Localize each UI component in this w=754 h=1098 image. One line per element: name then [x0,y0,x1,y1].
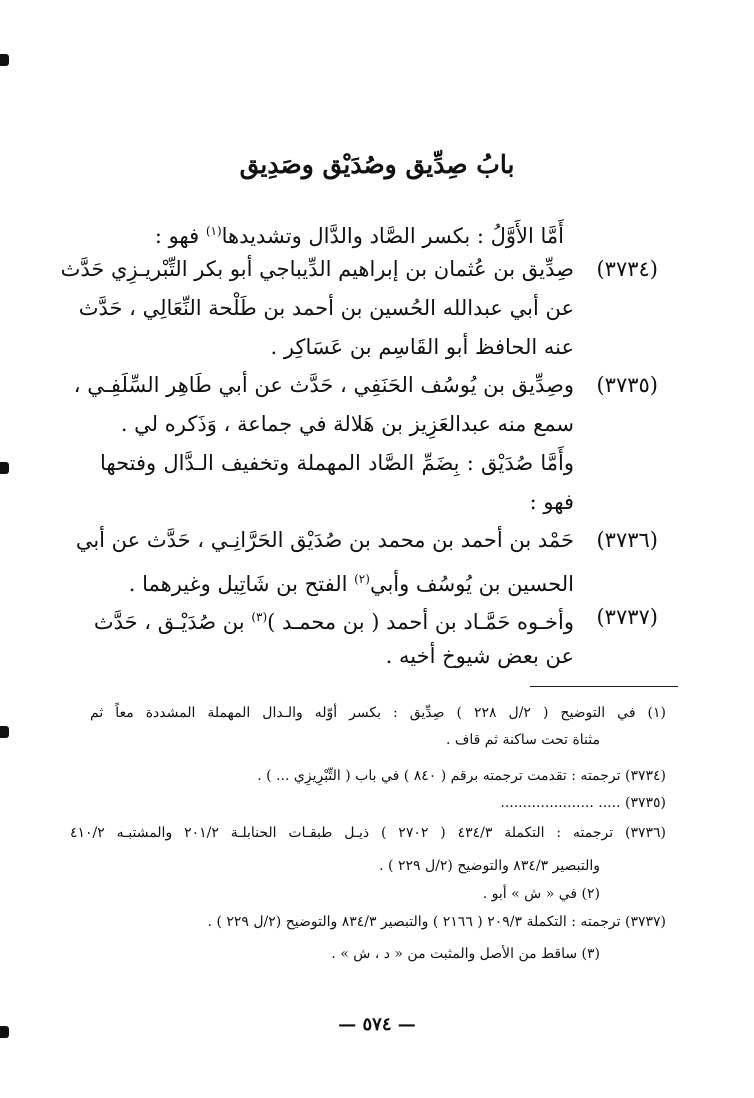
entry-line: عنه الحافظ أبو القَاسِم بن عَسَاكِر . [270,335,574,359]
footnote: (١) في التوضيح ( ٢/ل ٢٢٨ ) صِدِّيق : بكسر أوّله والـدال المهملة المشددة معاً ثم [90,705,666,721]
entry-line: عن بعض شيوخ أخيه . [385,644,574,668]
footnote: (٢) في « ش » أبو . [482,886,600,902]
footnote: (٣٧٣٤) ترجمته : تقدمت ترجمته برقم ( ٨٤٠ ) في باب ( التِّبْرِيزِي ... ) . [257,768,666,784]
entry-text: الحسين بن يُوسُف وأبي [369,572,574,596]
footnote: والتبصير ٨٣٤/٣ والتوضيح (٢/ل ٢٢٩ ) . [379,858,600,874]
section-line: فهو : [529,490,574,514]
footnote-ref: (٣) [251,610,268,624]
footnote: (٣٧٣٦) ترجمته : التكملة ٤٣٤/٣ ( ٢٧٠٢ ) ذيـل طبقـات الحنابلـة ٢٠١/٢ والمشتبـه ٤١٠/٢ [70,825,666,841]
entry-number: (٣٧٣٧) [596,605,658,629]
entry-number: (٣٧٣٤) [596,257,658,281]
page-title: بابُ صِدِّيق وصُدَيْق وصَدِيق [239,150,515,179]
entry-line: وصِدِّيق بن يُوسُف الحَنَفِي ، حَدَّث عن أبي طَاهِر السِّلَفِـي ، [73,373,574,397]
entry-line: صِدِّيق بن عُثمان بن إبراهيم الدِّيباجي أبو بكر التِّبْريـزِي حَدَّث [60,257,574,281]
entry-number: (٣٧٣٦) [596,528,658,552]
footnote-separator [530,686,678,687]
entry-text: بن صُدَيْـق ، حَدَّث [93,610,252,634]
entry-line [94,604,574,635]
entry-number: (٣٧٣٥) [596,373,658,397]
entry-line [129,566,574,597]
intro-end: فهو : [154,224,206,248]
footnote-ref: (١) [205,224,222,238]
footnote-ref: (٢) [354,572,370,586]
binding-mark [0,54,9,66]
section-line: وأَمَّا صُدَيْق : بِضَمِّ الصَّاد المهملة وتخفيف الـدَّال وفتحها [100,451,574,475]
footnote: (٣٧٣٥) ..... ..................... [500,795,666,811]
entry-line: عن أبي عبدالله الحُسين بن أحمد بن طَلْحة النِّعَالِي ، حَدَّث [78,296,574,320]
entry-line: حَمْد بن أحمد بن محمد بن صُدَيْق الحَرَّانِـي ، حَدَّث عن أبي [75,528,574,552]
intro-text: أَمَّا الأَوَّلُ : بكسر الصَّاد والدَّال وتشديدها [221,224,564,248]
page-number: — ٥٧٤ — [338,1014,416,1035]
binding-mark [0,462,9,474]
binding-mark [0,726,9,738]
entry-text: وأخـوه حَمَّـاد بن أحمد ( بن محمـد ) [267,610,574,634]
footnote: (٣) ساقط من الأصل والمثبت من « د ، ش » . [331,946,600,962]
footnote: مثناة تحت ساكنة ثم قاف . [445,732,600,748]
entry-text: الفتح بن شَاتِيل وغيرهما . [128,572,355,596]
footnote: (٣٧٣٧) ترجمته : التكملة ٢٠٩/٣ ( ٢١٦٦ ) والتبصير ٨٣٤/٣ والتوضيح (٢/ل ٢٢٩ ) . [207,914,666,930]
intro-line [155,218,564,249]
entry-line: سمع منه عبدالعَزِيز بن هَلالة في جماعة ، وَذَكره لي . [120,412,574,436]
